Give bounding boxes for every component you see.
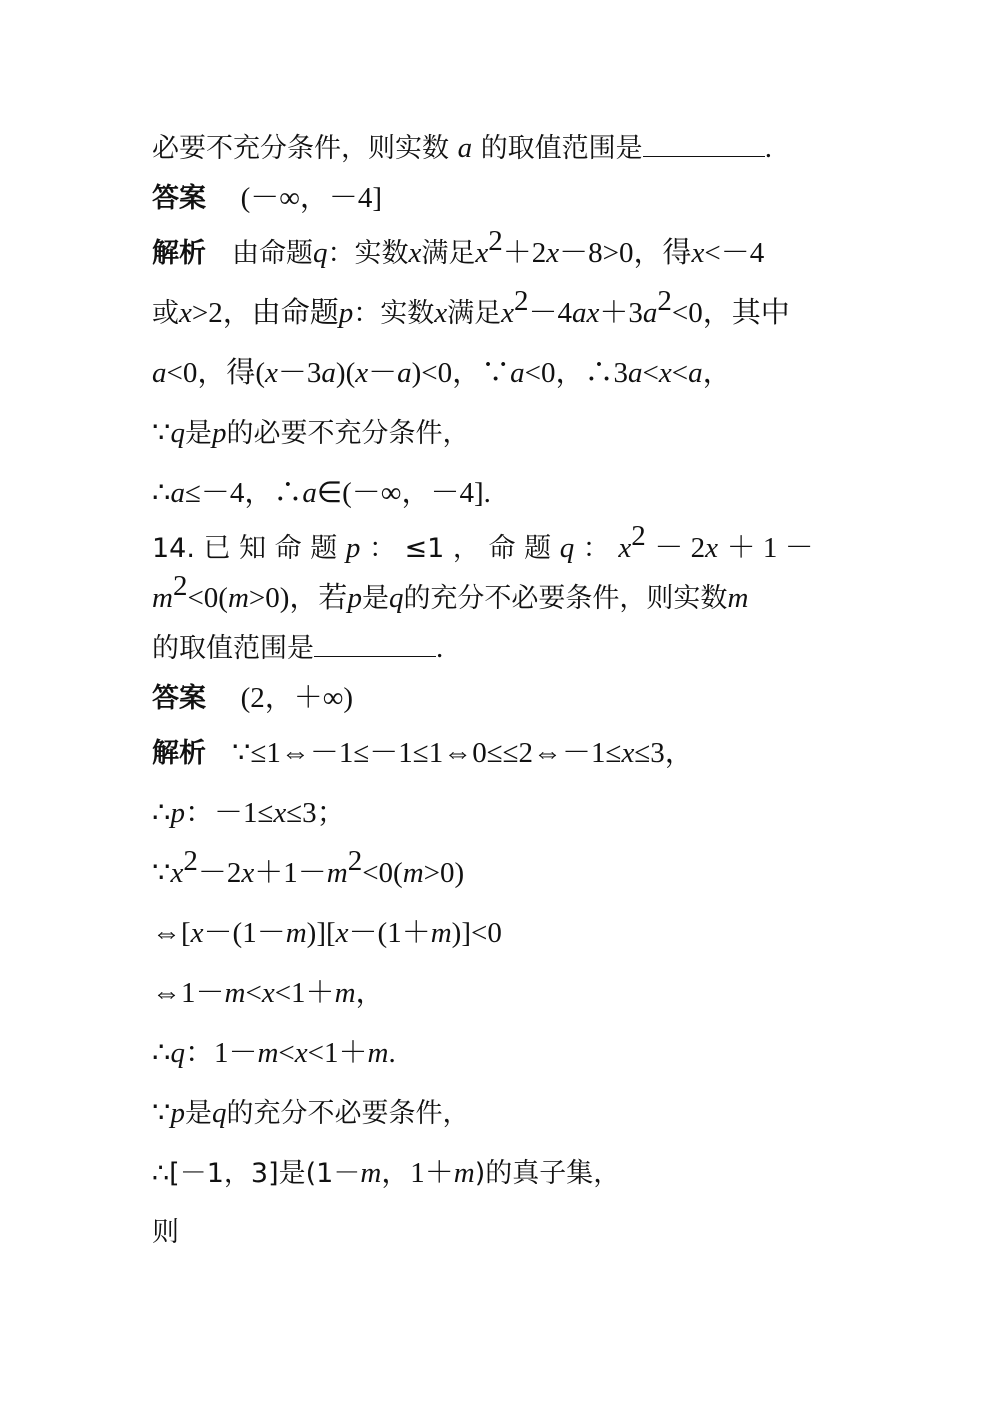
math: x: [658, 357, 672, 389]
math: a: [302, 477, 317, 509]
p13-analysis-line5: [152, 473, 852, 514]
math: x: [261, 977, 275, 1009]
math: ，1＋: [381, 1157, 454, 1189]
math: ∵: [152, 1097, 171, 1129]
math: m: [453, 1157, 475, 1189]
math: m: [367, 1037, 389, 1069]
math: p: [347, 582, 362, 614]
math: x: [179, 297, 192, 329]
p13-analysis-line1: [152, 225, 852, 274]
text: 的必要不充分条件，: [226, 418, 470, 449]
math: m: [224, 977, 246, 1009]
math: x: [190, 917, 204, 949]
p13-answer-label: 答案: [152, 183, 206, 214]
math: ≤3；: [286, 797, 346, 829]
text: ：实数: [353, 298, 435, 329]
math: ：－1≤: [184, 797, 274, 829]
superscript: 2: [347, 845, 363, 877]
text: 的充分不必要条件，: [226, 1098, 470, 1129]
math: <: [642, 357, 659, 389]
math: ax: [572, 297, 600, 329]
p14-answer-blank: [314, 630, 436, 657]
math: m: [430, 917, 452, 949]
math: ∵≤1⇔－1≤－1≤1⇔0≤≤2⇔－1≤: [232, 737, 622, 769]
math: x: [434, 297, 448, 329]
math: p: [170, 1097, 185, 1129]
superscript: 2: [631, 520, 646, 552]
p13-var-a: a: [457, 132, 473, 164]
math: a: [510, 357, 525, 389]
p14-analysis-line4: [152, 913, 852, 954]
math: >2，由命题: [191, 297, 339, 329]
math: ⇔[: [152, 917, 191, 949]
math: ＋ 1 －: [726, 532, 814, 564]
math: m: [285, 917, 307, 949]
math: <－4: [704, 237, 765, 269]
text: 14. 已 知 命 题: [152, 533, 338, 564]
superscript: 2: [172, 570, 188, 602]
p14-answer-label: 答案: [152, 683, 206, 714]
math: <: [245, 977, 262, 1009]
math: ：1－: [184, 1037, 258, 1069]
math: ＋1－: [254, 857, 327, 889]
p14-analysis-line9: [152, 1213, 852, 1253]
p14-analysis-line7: [152, 1093, 852, 1134]
math: q: [170, 1037, 185, 1069]
math: ≤3，: [634, 737, 694, 769]
math: x: [273, 797, 287, 829]
p14-stem-line3: [152, 628, 852, 669]
math: x: [618, 532, 632, 564]
math: <: [671, 357, 689, 389]
math: )][: [306, 917, 336, 949]
math: x: [170, 857, 184, 889]
math: >0): [423, 857, 465, 889]
math: －(1－: [203, 917, 286, 949]
math: －2: [197, 857, 242, 889]
p13-stem-text: 必要不充分条件，则实数: [152, 133, 449, 164]
math: >0)，若: [248, 582, 348, 614]
superscript: 2: [488, 225, 503, 257]
p14-analysis-label: 解析: [152, 738, 206, 769]
math: ＋2: [502, 237, 547, 269]
math: ∴: [152, 477, 171, 509]
math: a: [642, 297, 658, 329]
math: <0(: [187, 582, 228, 614]
math: <1＋: [307, 1037, 368, 1069]
math: ∈(－∞，－4].: [316, 477, 491, 509]
superscript: 2: [657, 285, 672, 317]
math: )(: [335, 357, 356, 389]
text: 是: [361, 583, 389, 614]
math: <0，∴3: [524, 357, 628, 389]
p13-stem-line: [152, 128, 852, 169]
math: <0，得(: [166, 357, 266, 389]
math: x: [241, 857, 255, 889]
math: x: [621, 737, 635, 769]
math: x: [355, 357, 369, 389]
math: q: [388, 582, 404, 614]
text: ∴[－1，3]是(1－: [152, 1158, 361, 1189]
math: a: [170, 477, 185, 509]
p13-answer-line: [152, 178, 852, 219]
math: q: [313, 237, 328, 269]
math: －4: [528, 297, 572, 329]
p14-analysis-line6: [152, 1033, 852, 1074]
text: ： ≤1 ， 命 题: [368, 533, 552, 564]
math: －(1＋: [348, 917, 431, 949]
p13-analysis-line4: [152, 413, 852, 454]
math: x: [408, 237, 422, 269]
math: x: [265, 357, 278, 389]
math: x: [546, 237, 560, 269]
text: ：实数: [327, 238, 409, 269]
math: <0(: [362, 857, 403, 889]
p14-analysis-line3: [152, 845, 852, 894]
math: a: [628, 357, 643, 389]
math: <0，其中: [671, 297, 790, 329]
p13-stem-end: .: [764, 132, 772, 164]
math: .: [388, 1037, 396, 1069]
math: m: [402, 857, 424, 889]
p14-answer-line: [152, 678, 852, 719]
math: ≤－4，∴: [184, 477, 303, 509]
text: 是: [184, 1098, 212, 1129]
math: x: [691, 237, 705, 269]
math: p: [345, 532, 361, 564]
math: )]<0: [451, 917, 502, 949]
p14-analysis-line8: [152, 1153, 852, 1194]
p13-stem-text2: 的取值范围是: [480, 133, 643, 164]
superscript: 2: [513, 285, 529, 317]
p13-analysis-line2: [152, 285, 852, 334]
math: q: [170, 417, 185, 449]
text: 的充分不必要条件，则实数: [403, 583, 728, 614]
math: a: [152, 357, 167, 389]
p14-analysis-line2: [152, 793, 852, 834]
math: m: [326, 857, 348, 889]
text: 满足: [421, 238, 476, 269]
math: m: [360, 1157, 382, 1189]
math: p: [170, 797, 185, 829]
text: 则: [152, 1217, 179, 1248]
math: x: [475, 237, 489, 269]
math: ，: [702, 357, 732, 389]
math: ∵: [152, 857, 171, 889]
p14-answer-value: (2，＋∞): [240, 682, 354, 714]
p14-analysis-line1: [152, 733, 852, 774]
math: a: [321, 357, 336, 389]
text: 或: [152, 298, 179, 329]
math: －: [368, 357, 398, 389]
math: p: [338, 297, 354, 329]
math: m: [334, 977, 356, 1009]
text: 的取值范围是: [152, 633, 314, 664]
math: a: [688, 357, 703, 389]
p13-analysis-label: 解析: [152, 238, 206, 269]
math: .: [436, 632, 444, 664]
math: ⇔1－: [152, 977, 225, 1009]
math: －8>0，得: [559, 237, 692, 269]
text: )的真子集，: [474, 1158, 621, 1189]
math: q: [559, 532, 575, 564]
math: x: [294, 1037, 308, 1069]
p14-stem-line1: [152, 520, 852, 569]
superscript: 2: [183, 845, 198, 877]
math: ，: [355, 977, 385, 1009]
math: <: [278, 1037, 295, 1069]
p13-answer-value: (－∞，－4]: [240, 182, 383, 214]
text: 满足: [447, 298, 502, 329]
text: 由命题: [232, 238, 313, 269]
math: m: [727, 582, 749, 614]
math: － 2: [654, 532, 706, 564]
p13-analysis-line3: [152, 353, 852, 394]
math: p: [211, 417, 227, 449]
math: ∵: [152, 417, 171, 449]
math: x: [501, 297, 514, 329]
math: m: [152, 582, 173, 614]
math: q: [211, 1097, 227, 1129]
math: ∴: [152, 797, 171, 829]
math: ＋3: [599, 297, 643, 329]
math: m: [227, 582, 249, 614]
math: x: [335, 917, 349, 949]
p14-stem-line2: [152, 570, 852, 619]
p14-analysis-line5: [152, 973, 852, 1014]
math: x: [705, 532, 718, 564]
math: －3: [277, 357, 322, 389]
p13-answer-blank: [643, 130, 765, 157]
text: 是: [184, 418, 212, 449]
math: <1＋: [274, 977, 335, 1009]
math: ∴: [152, 1037, 171, 1069]
text: ：: [582, 533, 610, 564]
math: a: [397, 357, 412, 389]
math: )<0，∵: [411, 357, 511, 389]
math: m: [257, 1037, 279, 1069]
